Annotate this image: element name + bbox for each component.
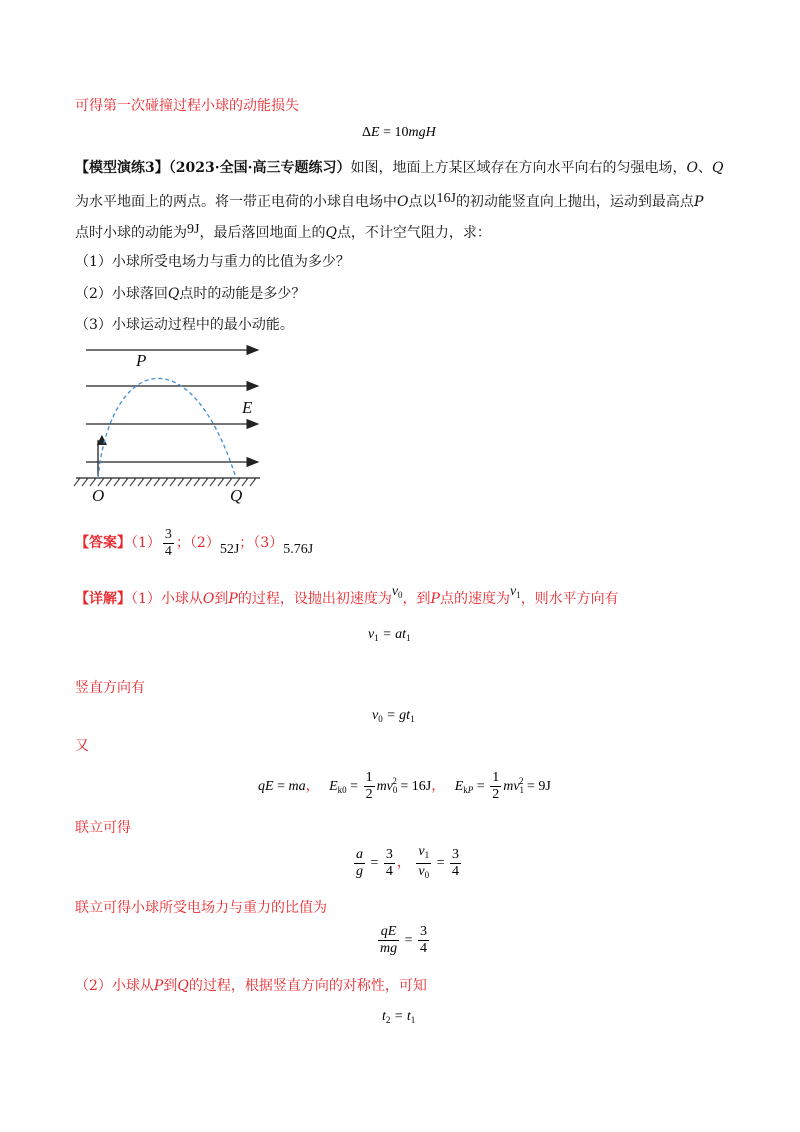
answer-part: （1） [131, 535, 161, 551]
q2-text: （2）小球落回 [75, 286, 168, 302]
problem-text: 的初动能竖直向上抛出，运动到最高点 [455, 194, 694, 210]
trajectory-curve [98, 378, 236, 478]
problem-text: 点，不计空气阻力，求： [336, 225, 491, 241]
label-o: O [92, 486, 105, 505]
sep: ； [239, 535, 254, 551]
equation-v0: $v_0 = gt_1$ [372, 708, 415, 724]
answer-line [75, 526, 740, 567]
label-p: P [136, 351, 147, 370]
detail-text: ，则水平方向有 [520, 591, 619, 607]
equation-ratios: $\frac{a}{g}$ = $\frac{3}{4}$ ， $\frac{v_1}{v_0}$ = $\frac{3}{4}$ [356, 844, 460, 880]
label-o: O [202, 591, 215, 607]
problem-text: 点时小球的动能为 [75, 225, 187, 241]
label-p: P [693, 194, 704, 210]
answer-part: （3） [253, 535, 284, 551]
detail-text: （2）小球从 [75, 978, 154, 994]
equation-t2: $t_2 = t_1$ [382, 1009, 416, 1025]
problem-line-3 [75, 220, 740, 243]
problem-text: ，最后落回地面上的 [199, 225, 326, 241]
detail-tag: 【详解】 [75, 591, 131, 607]
eq-text: ΔE = 10mgH [362, 125, 436, 140]
equation-energy-loss [362, 124, 436, 142]
label-p: P [153, 978, 164, 994]
symbol-v1: $v_1$ [509, 584, 521, 600]
label-p: P [430, 591, 440, 607]
intro-line: 可得第一次碰撞过程小球的动能损失 [75, 98, 299, 114]
equation-energies: qE = ma， $E_{k0}$ = $\frac{1}{2}$ $mv_0^2 = 16J$， $E_{kP}$ = $\frac{1}{2}$ $mv_1^2 = 9J$ [258, 770, 551, 803]
problem-text: 点以 [408, 194, 437, 210]
sep: ； [175, 535, 190, 551]
question-1: （1）小球所受电场力与重力的比值为多少？ [75, 254, 350, 270]
equation-force-ratio: $\frac{qE}{mg}$ = $\frac{3}{4}$ [380, 924, 428, 957]
answer-part: （2） [189, 535, 220, 551]
answer-tag: 【答案】 [75, 535, 131, 551]
label-q: Q [177, 978, 189, 994]
detail-part-2 [75, 976, 740, 996]
detail-text: 到 [163, 978, 178, 994]
label-q: Q [230, 486, 243, 505]
label-q: Q [325, 225, 337, 241]
label-q: Q [167, 286, 180, 302]
detail-text: 点的速度为 [439, 591, 510, 607]
detail-text: ，到 [402, 591, 431, 607]
sep: 、 [697, 160, 712, 176]
detail-text: 到 [214, 591, 229, 607]
problem-line-1 [75, 158, 740, 178]
answer-frac: $\frac{3}{4}$ [164, 526, 172, 559]
detail-line-1 [75, 582, 740, 609]
field-diagram [70, 338, 270, 508]
problem-tag: 【模型演练3】 [75, 160, 169, 176]
ground-hatch [74, 478, 256, 486]
label-o: O [397, 194, 409, 210]
label-o: O [686, 160, 698, 176]
q2-text: 点时的动能是多少？ [179, 286, 306, 302]
question-2 [75, 284, 740, 304]
symbol-v0: $v_0$ [391, 584, 403, 600]
label-p: P [228, 591, 238, 607]
energy-9: 9J [187, 222, 200, 237]
you-label: 又 [75, 738, 89, 754]
problem-text: 为水平地面上的两点。将一带正电荷的小球自电场中 [75, 194, 397, 210]
question-3: （3）小球运动过程中的最小动能。 [75, 317, 294, 333]
energy-16: 16J [436, 191, 456, 206]
answer-value: 5.76J [283, 542, 314, 557]
detail-text: 的过程，设抛出初速度为 [237, 591, 392, 607]
combine-label-2: 联立可得小球所受电场力与重力的比值为 [75, 900, 327, 916]
vertical-label: 竖直方向有 [75, 680, 145, 696]
detail-text: 的过程，根据竖直方向的对称性，可知 [188, 978, 427, 994]
detail-text: （1）小球从 [131, 591, 203, 607]
equation-v1: $v_1 = at_1$ [368, 627, 411, 643]
answer-value: 52J [219, 542, 240, 557]
problem-line-2 [75, 189, 740, 212]
label-e: E [242, 398, 253, 417]
combine-label-1: 联立可得 [75, 820, 131, 836]
problem-source: （2023·全国·高三专题练习） [168, 160, 351, 176]
label-q: Q [711, 160, 724, 176]
problem-text: 如图，地面上方某区域存在方向水平向右的匀强电场， [350, 160, 687, 176]
